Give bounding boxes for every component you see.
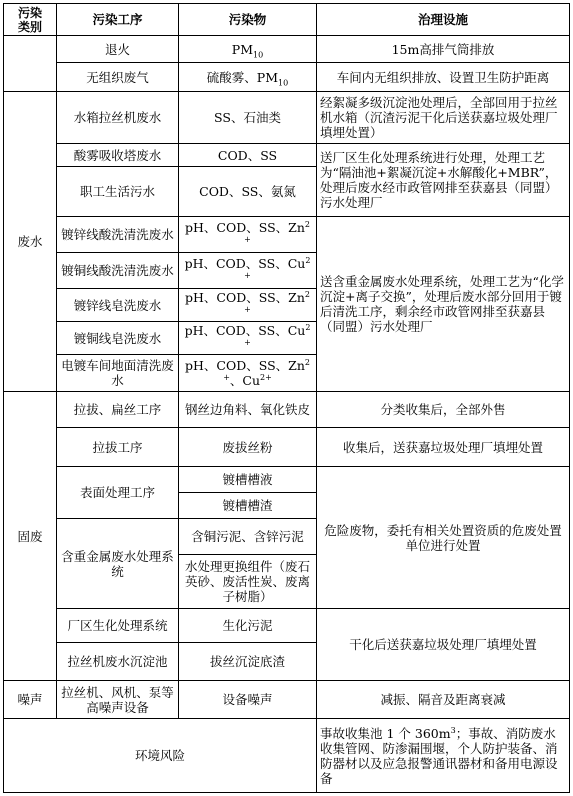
group-air — [4, 36, 57, 92]
group-solid: 固废 — [4, 392, 57, 681]
process-cell: 拉拔、扁丝工序 — [57, 392, 179, 428]
process-cell: 镀铜线酸洗清洗废水 — [57, 253, 179, 289]
process-cell: 酸雾吸收塔废水 — [57, 144, 179, 167]
pollutant-cell: 水处理更换组件（废石英砂、废活性炭、废离子树脂） — [179, 555, 317, 609]
measure-cell: 分类收集后，全部外售 — [317, 392, 570, 428]
pollution-control-table — [3, 3, 570, 793]
measure-cell: 减振、隔音及距离衰减 — [317, 681, 570, 719]
header-measure: 治理设施 — [317, 4, 570, 36]
pollutant-cell: 设备噪声 — [179, 681, 317, 719]
pollutant-cell: pH、COD、SS、$Zn^{2+}$、$Cu^{2+}$ — [179, 355, 317, 392]
process-cell: 镀铜线皂洗废水 — [57, 322, 179, 355]
group-water: 废水 — [4, 92, 57, 392]
group-noise: 噪声 — [4, 681, 57, 719]
process-cell: 退火 — [57, 36, 179, 63]
measure-cell: 干化后送获嘉垃圾处理厂填埋处置 — [317, 609, 570, 681]
process-cell: 表面处理工序 — [57, 467, 179, 519]
header-pollutant: 污染物 — [179, 4, 317, 36]
pollutant-cell: 含铜污泥、含锌污泥 — [179, 519, 317, 555]
process-cell: 拉丝机废水沉淀池 — [57, 643, 179, 681]
risk-measure: 事故收集池 1 个 $360m^3$；事故、消防废水收集管网、防渗漏围堰，个人防护装备、消防器材以及应急报警通讯器材和备用电源设备 — [317, 719, 570, 793]
pollutant-cell: SS、石油类 — [179, 92, 317, 144]
process-cell: 职工生活污水 — [57, 167, 179, 217]
header-category: 污染 类别 — [4, 4, 57, 36]
pollutant-cell: 硫酸雾、$PM_{10}$ — [179, 63, 317, 92]
pollutant-cell: pH、COD、SS、$Zn^{2+}$ — [179, 217, 317, 253]
measure-cell: 危险废物，委托有相关处置资质的危废处置单位进行处置 — [317, 467, 570, 609]
pollutant-cell: 镀槽槽渣 — [179, 493, 317, 519]
process-cell: 拉拔工序 — [57, 428, 179, 467]
process-cell: 无组织废气 — [57, 63, 179, 92]
process-cell: 电镀车间地面清洗废水 — [57, 355, 179, 392]
pollutant-cell: pH、COD、SS、$Cu^{2+}$ — [179, 253, 317, 289]
process-cell: 镀锌线皂洗废水 — [57, 289, 179, 322]
pollutant-cell: $PM_{10}$ — [179, 36, 317, 63]
process-cell: 含重金属废水处理系统 — [57, 519, 179, 609]
pollutant-cell: COD、SS、氨氮 — [179, 167, 317, 217]
pollutant-cell: COD、SS — [179, 144, 317, 167]
pollutant-cell: pH、COD、SS、$Zn^{2+}$ — [179, 289, 317, 322]
process-cell: 厂区生化处理系统 — [57, 609, 179, 643]
pollutant-cell: pH、COD、SS、$Cu^{2+}$ — [179, 322, 317, 355]
measure-cell: 送含重金属废水处理系统，处理工艺为“化学沉淀+离子交换”，处理后废水部分回用于镀后清洗工序，剩余经市政管网排至获嘉县（同盟）污水处理厂 — [317, 217, 570, 392]
risk-label: 环境风险 — [4, 719, 317, 793]
measure-cell: 送厂区生化处理系统进行处理，处理工艺为“隔油池+絮凝沉淀+水解酸化+MBR”，处理后废水经市政管网排至获嘉县（同盟）污水处理厂 — [317, 144, 570, 217]
measure-cell: 经絮凝多级沉淀池处理后，全部回用于拉丝机水箱（沉渣污泥干化后送获嘉垃圾处理厂填埋处置） — [317, 92, 570, 144]
measure-cell: 收集后，送获嘉垃圾处理厂填埋处置 — [317, 428, 570, 467]
pollutant-cell: 废拔丝粉 — [179, 428, 317, 467]
process-cell: 镀锌线酸洗清洗废水 — [57, 217, 179, 253]
pollutant-cell: 镀槽槽液 — [179, 467, 317, 493]
pollutant-cell: 生化污泥 — [179, 609, 317, 643]
measure-cell: 车间内无组织排放、设置卫生防护距离 — [317, 63, 570, 92]
header-process: 污染工序 — [57, 4, 179, 36]
measure-cell: 15m高排气筒排放 — [317, 36, 570, 63]
pollutant-cell: 拔丝沉淀底渣 — [179, 643, 317, 681]
pollutant-cell: 钢丝边角料、氧化铁皮 — [179, 392, 317, 428]
process-cell: 拉丝机、风机、泵等高噪声设备 — [57, 681, 179, 719]
process-cell: 水箱拉丝机废水 — [57, 92, 179, 144]
